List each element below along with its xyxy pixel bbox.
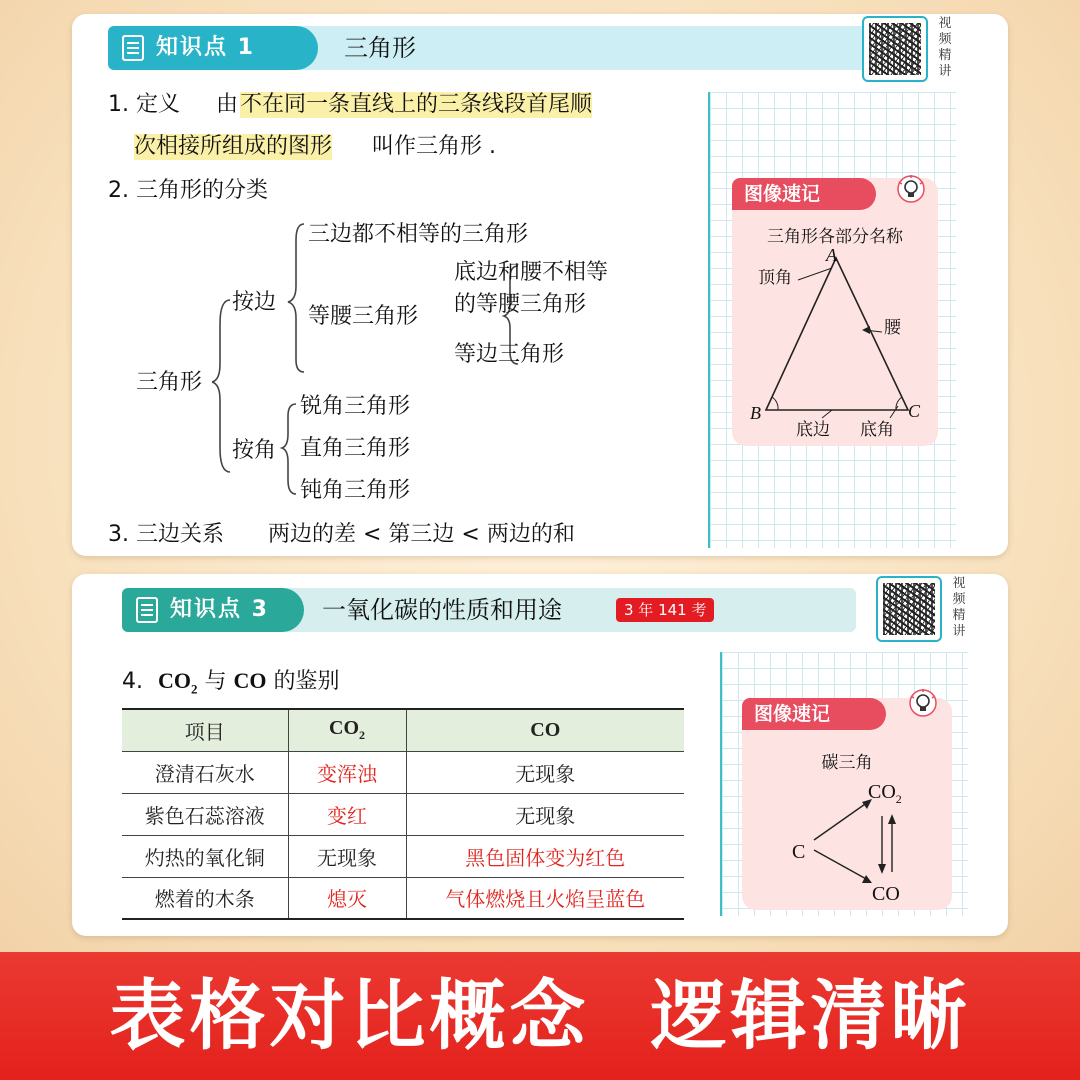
- carbon-label: C: [792, 841, 806, 863]
- co-label: CO: [872, 883, 900, 905]
- vertex-a: A: [826, 245, 837, 265]
- document-icon: [136, 597, 158, 623]
- memo-card: [732, 178, 938, 446]
- section-badge: 知识点 3: [122, 588, 304, 632]
- definition-pre: 由: [216, 92, 239, 117]
- tree-iso-sub1b: 的等腰三角形: [454, 292, 587, 317]
- memo-tag: 图像速记: [742, 698, 886, 730]
- memo-title: 碳三角: [821, 753, 873, 773]
- table-cell: 熄灭: [288, 877, 406, 919]
- table-cell: 紫色石蕊溶液: [122, 793, 288, 835]
- header-item: 项目: [122, 709, 288, 751]
- item-heading: 4. $CO_2$ 与 CO 的鉴别: [122, 668, 340, 697]
- tree-isosceles: 等腰三角形: [308, 304, 419, 329]
- grid-panel: [720, 652, 968, 916]
- relation-text: 两边的差 < 第三边 < 两边的和: [268, 522, 575, 547]
- qr-label: 视频精讲: [952, 576, 966, 639]
- table-row: [122, 877, 684, 919]
- qr-label: 视频精讲: [938, 16, 952, 79]
- qr-code[interactable]: [876, 576, 942, 642]
- tree-equilateral: 等边三角形: [454, 342, 565, 367]
- table-cell: 燃着的木条: [122, 877, 288, 919]
- definition-highlight-2: 次相接所组成的图形: [134, 134, 333, 159]
- definition-post: 叫作三角形 .: [372, 134, 496, 159]
- section-header: [108, 26, 878, 70]
- comparison-table: [122, 708, 684, 920]
- memo-card: [742, 698, 952, 910]
- document-icon: [122, 35, 144, 61]
- section-badge: 知识点 1: [108, 26, 318, 70]
- header-co: CO: [406, 709, 684, 751]
- lightbulb-icon: [896, 174, 926, 208]
- table-cell: 变红: [288, 793, 406, 835]
- tree-by-side: 按边: [232, 290, 277, 315]
- lightbulb-icon: [908, 688, 938, 722]
- table-row: [122, 793, 684, 835]
- carbon-triangle-diagram: [742, 776, 952, 906]
- table-cell: 变浑浊: [288, 751, 406, 793]
- grid-panel: [708, 92, 956, 548]
- exam-tag: 3 年 141 考: [616, 598, 714, 622]
- tree-root: 三角形: [136, 370, 203, 395]
- table-cell: 灼热的氧化铜: [122, 835, 288, 877]
- base-angle-label: 底角: [860, 420, 894, 440]
- definition-highlight-1: 不在同一条直线上的三条线段首尾顺: [240, 92, 593, 117]
- table-header-row: [122, 709, 684, 751]
- qr-code[interactable]: [862, 16, 928, 82]
- memo-title: 三角形各部分名称: [767, 227, 903, 247]
- base-label: 底边: [796, 420, 830, 440]
- relation-number: 3. 三边关系: [108, 522, 224, 547]
- tree-iso-sub1a: 底边和腰不相等: [454, 260, 609, 285]
- bottom-banner: [0, 952, 1080, 1080]
- tree-scalene: 三边都不相等的三角形: [308, 222, 529, 247]
- tree-acute: 锐角三角形: [300, 394, 411, 419]
- section-title: 一氧化碳的性质和用途: [322, 596, 562, 624]
- apex-angle-label: 顶角: [758, 268, 792, 288]
- classification-braces: [212, 214, 672, 514]
- table-cell: 无现象: [288, 835, 406, 877]
- vertex-b: B: [750, 403, 761, 423]
- vertex-c: C: [908, 401, 921, 421]
- knowledge-card-triangle: [72, 14, 1008, 556]
- tree-by-angle: 按角: [232, 438, 277, 463]
- co2-label: $CO_2$: [868, 781, 902, 806]
- header-co2: $CO_2$: [288, 709, 406, 751]
- classification-heading: 2. 三角形的分类: [108, 178, 268, 203]
- table-cell: 气体燃烧且火焰呈蓝色: [406, 877, 684, 919]
- section-title: 三角形: [344, 34, 416, 62]
- memo-tag: 图像速记: [732, 178, 876, 210]
- table-cell: 无现象: [406, 793, 684, 835]
- table-cell: 黑色固体变为红色: [406, 835, 684, 877]
- banner-slogan: 表格对比概念 逻辑清晰: [109, 971, 971, 1060]
- table-cell: 澄清石灰水: [122, 751, 288, 793]
- table-row: [122, 835, 684, 877]
- section-header: [122, 588, 856, 632]
- definition-number: 1. 定义: [108, 92, 180, 117]
- tree-obtuse: 钝角三角形: [300, 478, 411, 503]
- leg-label: 腰: [884, 318, 901, 338]
- table-row: [122, 751, 684, 793]
- tree-right: 直角三角形: [300, 436, 411, 461]
- table-cell: 无现象: [406, 751, 684, 793]
- knowledge-card-co: [72, 574, 1008, 936]
